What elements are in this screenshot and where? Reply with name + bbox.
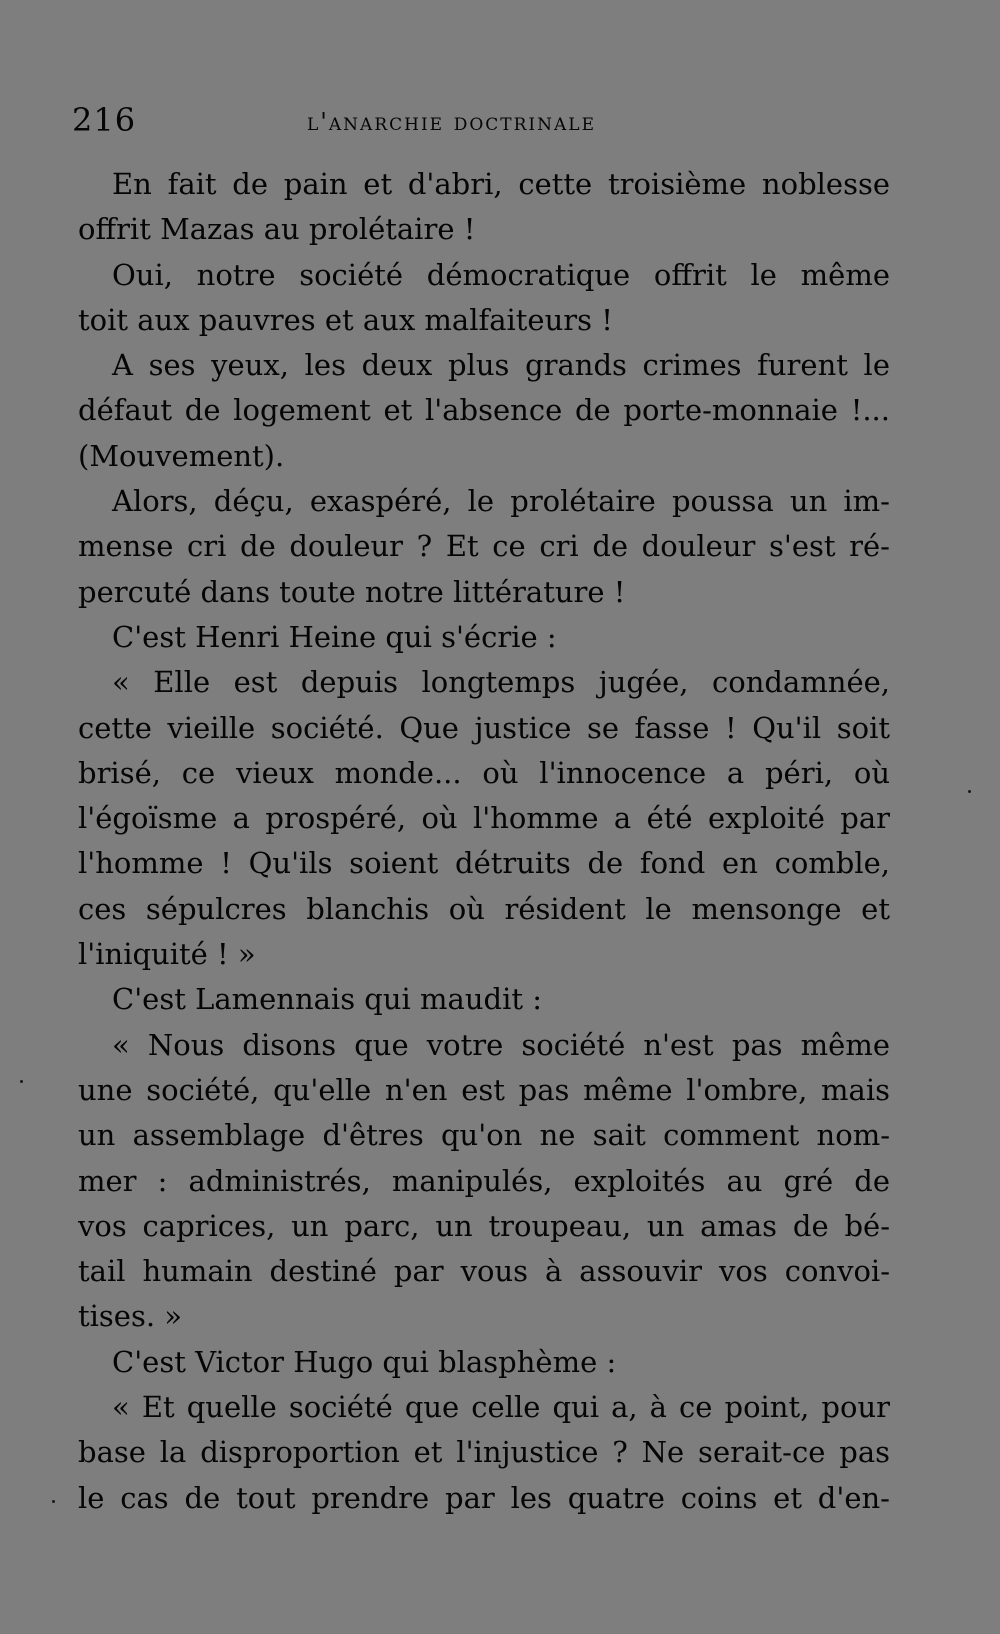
text-line: l'homme ! Qu'ils soient détruits de fond en comble, [78, 846, 890, 881]
body-text [78, 162, 890, 1521]
text-line: mer : administrés, manipulés, exploités au gré de [78, 1163, 890, 1198]
text-line: le cas de tout prendre par les quatre coins et d'en- [78, 1480, 890, 1515]
text-line: un assemblage d'êtres qu'on ne sait comment nom- [78, 1118, 890, 1153]
scan-speck [20, 1080, 23, 1083]
text-line: cette vieille société. Que justice se fasse ! Qu'il soit [78, 710, 890, 745]
text-line: C'est Lamennais qui maudit : [112, 982, 542, 1017]
text-line: tail humain destiné par vous à assouvir vos convoi- [78, 1254, 890, 1289]
text-line: percuté dans toute notre littérature ! [78, 574, 626, 609]
text-line: mense cri de douleur ? Et ce cri de douleur s'est ré- [78, 529, 890, 564]
text-line: l'iniquité ! » [78, 937, 256, 972]
text-line: ces sépulcres blanchis où résident le mensonge et [78, 891, 890, 926]
scan-speck [52, 1500, 55, 1503]
text-line: brisé, ce vieux monde... où l'innocence a péri, où [78, 755, 890, 790]
text-line: (Mouvement). [78, 438, 285, 473]
text-line: vos caprices, un parc, un troupeau, un amas de bé- [78, 1208, 890, 1243]
text-line: offrit Mazas au prolétaire ! [78, 212, 476, 247]
text-line: A ses yeux, les deux plus grands crimes furent le [112, 348, 890, 383]
text-line: base la disproportion et l'injustice ? Ne serait-ce pas [78, 1435, 890, 1470]
text-line: « Et quelle société que celle qui a, à ce point, pour [112, 1390, 890, 1425]
text-line: l'égoïsme a prospéré, où l'homme a été exploité par [78, 801, 890, 836]
text-line: une société, qu'elle n'en est pas même l'ombre, mais [78, 1072, 890, 1107]
text-line: tises. » [78, 1299, 183, 1334]
page-header [72, 100, 672, 140]
text-line: « Nous disons que votre société n'est pas même [112, 1027, 890, 1062]
text-line: toit aux pauvres et aux malfaiteurs ! [78, 302, 613, 337]
text-line: Alors, déçu, exaspéré, le prolétaire poussa un im- [112, 484, 890, 519]
text-line: Oui, notre société démocratique offrit le même [112, 257, 890, 292]
text-line: En fait de pain et d'abri, cette troisième noblesse [112, 167, 890, 201]
text-line: défaut de logement et l'absence de porte-monnaie !... [78, 393, 890, 428]
text-line: C'est Victor Hugo qui blasphème : [112, 1344, 617, 1379]
text-line: « Elle est depuis longtemps jugée, condamnée, [112, 665, 890, 700]
scan-speck [968, 790, 971, 793]
page-number: 216 [72, 101, 137, 139]
text-line: C'est Henri Heine qui s'écrie : [112, 619, 557, 654]
running-head: l'anarchie doctrinale [307, 108, 596, 136]
